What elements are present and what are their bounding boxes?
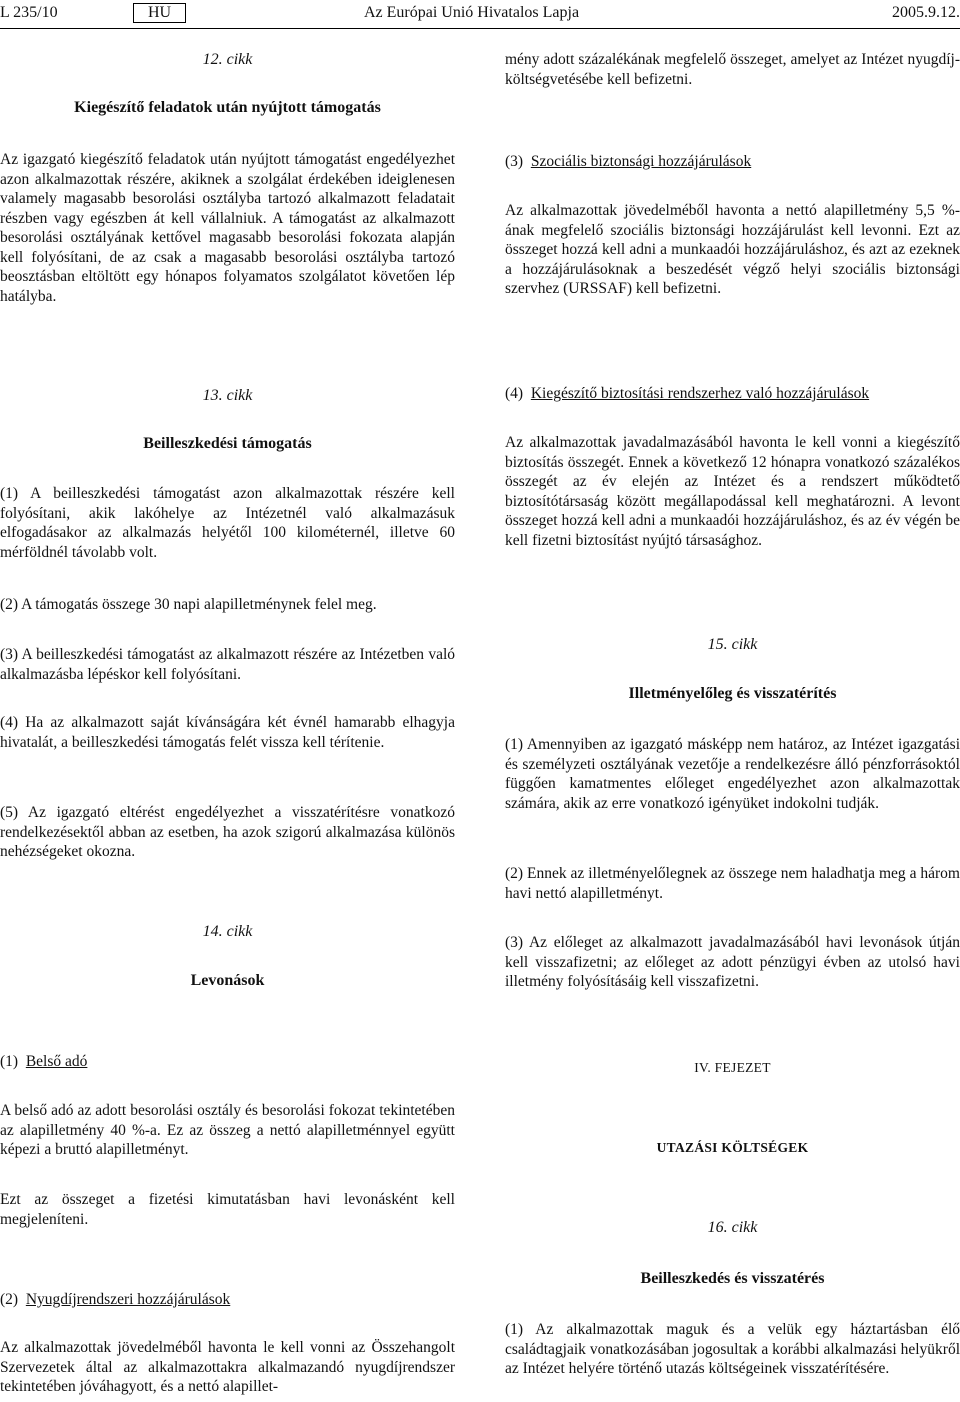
section-2-heading	[0, 1290, 455, 1310]
section-1-number: (1)	[0, 1053, 19, 1070]
section-1-body-2	[0, 1190, 455, 1229]
article-14-title-wrap	[0, 971, 455, 991]
article-16-title-wrap	[505, 1269, 960, 1289]
article-14-title: Levonások	[190, 972, 265, 989]
continuation-paragraph: mény adott százalékának megfelelő összeget, amelyet az Intézet nyugdíj-költségvetésébe kell befizetni.	[505, 51, 960, 88]
journal-title: Az Európai Unió Hivatalos Lapja	[364, 4, 580, 21]
article-15-p2-wrap	[505, 864, 960, 903]
chapter-title-wrap	[505, 1138, 960, 1158]
section-4-title: Kiegészítő biztosítási rendszerhez való hozzájárulások	[530, 385, 870, 402]
article-13-body	[0, 484, 455, 562]
section-1-paragraph-2: Ezt az összeget a fizetési kimutatásban havi levonásként kell megjeleníteni.	[0, 1191, 455, 1228]
section-4-paragraph: Az alkalmazottak javadalmazásából havonta le kell vonni a kiegészítő biztosítás összegét. Ennek a következő 12 hónapra vonatkozó százalékos összegét az év elején az Intézet és a rendszert működtető biztosítótársaság között megállapodással kell meghatározni. A levont összeget hozzá kell adni a munkaadói hozzájáruláshoz, és az év végén be kell fizetni biztosítást nyújtó társasághoz.	[505, 434, 960, 549]
article-12-paragraph: Az igazgató kiegészítő feladatok után nyújtott támogatást engedélyezhet azon alkalmazottak részére, akiknek a szolgálat érdekében ideiglenesen valamely magasabb besorolási osztályba tartozó alkalmazott feladatait részben vagy egészben át kell vállalniuk. A támogatást az alkalmazott besorolási osztályának kettővel magasabb besorolási fokozata alapján kell folyósítani, de az csak a magasabb besorolási osztályba tartozó beosztásban eltöltött egy hónapos folyamatos szolgálatot követően lép hatályba.	[0, 151, 455, 305]
section-3-title: Szociális biztonsági hozzájárulások	[530, 153, 752, 170]
section-3-body	[505, 201, 960, 299]
section-4-number: (4)	[505, 385, 524, 402]
article-12-number: 12. cikk	[202, 51, 253, 68]
article-13-paragraph-2: (2) A támogatás összege 30 napi alapilletménynek felel meg.	[0, 596, 377, 613]
section-1-title: Belső adó	[25, 1053, 88, 1070]
article-16-title: Beilleszkedés és visszatérés	[640, 1270, 825, 1287]
article-13-paragraph-3: (3) A beilleszkedési támogatást az alkalmazott részére az Intézetben való alkalmazásba lépéskor kell folyósítani.	[0, 646, 455, 683]
section-3-heading	[505, 152, 960, 172]
article-13-number: 13. cikk	[202, 387, 253, 404]
section-4-body	[505, 433, 960, 550]
section-3-number: (3)	[505, 153, 524, 170]
article-13-paragraph-5: (5) Az igazgató eltérést engedélyezhet a visszatérítésre vonatkozó rendelkezésektől abban az esetben, ha azok szigorú alkalmazása különös nehézségeket okozna.	[0, 804, 455, 860]
language-badge: HU	[133, 3, 186, 23]
article-13-paragraph-4: (4) Ha az alkalmazott saját kívánságára két évnél hamarabb elhagyja hivatalát, a beilleszkedési támogatás felét vissza kell térítenie.	[0, 714, 455, 751]
page-reference: L 235/10	[0, 4, 58, 21]
section-1-heading	[0, 1052, 455, 1072]
article-13-title: Beilleszkedési támogatás	[143, 435, 312, 452]
article-13-number-wrap	[0, 386, 455, 406]
article-15-paragraph-1: (1) Amennyiben az igazgató másképp nem határoz, az Intézet igazgatási és személyzeti osztályának vezetője a rendelkezésre álló pénzforrásoktól függően kamatmentes előleget engedélyezhet azon alkalmazottak számára, akik az erre vonatkozó igényüket indokolni tudják.	[505, 736, 960, 812]
article-13-p3-wrap	[0, 645, 455, 684]
article-16-body	[505, 1320, 960, 1379]
chapter-title: UTAZÁSI KÖLTSÉGEK	[656, 1140, 809, 1155]
article-13-p4-wrap	[0, 713, 455, 752]
section-1-body	[0, 1101, 455, 1160]
article-12-body	[0, 150, 455, 306]
article-14-number: 14. cikk	[202, 923, 253, 940]
article-14-number-wrap	[0, 922, 455, 942]
page-header	[0, 0, 960, 29]
article-16-number-wrap	[505, 1218, 960, 1238]
article-15-title: Illetményelőleg és visszatérítés	[628, 685, 837, 702]
article-12-title-wrap	[0, 98, 455, 118]
continuation-wrap	[505, 50, 960, 89]
section-4-heading	[505, 384, 960, 404]
article-12-number-wrap	[0, 50, 455, 70]
chapter-label: IV. FEJEZET	[694, 1060, 771, 1075]
article-15-title-wrap	[505, 684, 960, 704]
article-15-number: 15. cikk	[707, 636, 758, 653]
section-2-body	[0, 1338, 455, 1397]
article-16-paragraph-1: (1) Az alkalmazottak maguk és a velük egy háztartásban élő családtagjaik vonatkozásában jogosultak a korábbi alkalmazási helyükről az Intézet helyére történő utazás költségeinek visszatérítésére.	[505, 1321, 960, 1377]
article-12-title: Kiegészítő feladatok után nyújtott támogatás	[74, 99, 381, 116]
article-16-number: 16. cikk	[707, 1219, 758, 1236]
publication-date: 2005.9.12.	[892, 4, 960, 21]
section-1-paragraph-1: A belső adó az adott besorolási osztály és besorolási fokozat tekintetében az alapilletmény 40 %-a. Ez az összeg a nettó alapilletménnyel együtt képezi a bruttó alapilletményt.	[0, 1102, 455, 1158]
article-15-body	[505, 735, 960, 813]
article-13-title-wrap	[0, 434, 455, 454]
article-13-p5-wrap	[0, 803, 455, 862]
article-15-p3-wrap	[505, 933, 960, 992]
article-13-paragraph-1: (1) A beilleszkedési támogatást azon alkalmazottak részére kell folyósítani, akik lakóhelye az Intézetnél való alkalmazásuk elfogadásakor az alkalmazás helyétől 100 kilométernél, illetve 60 mérföldnél távolabb volt.	[0, 485, 455, 561]
article-13-p2-wrap	[0, 595, 455, 615]
article-15-number-wrap	[505, 635, 960, 655]
section-2-paragraph: Az alkalmazottak jövedelméből havonta le kell vonni az Összehangolt Szervezetek által az alkalmazottakra alkalmazandó nyugdíjrendszer tekintetében jóváhagyott, és a nettó alapillet-	[0, 1339, 455, 1395]
article-15-paragraph-3: (3) Az előleget az alkalmazott javadalmazásából havi levonások útján kell visszafizetni; az előleget az adott pénzügyi évben az utolsó havi illetmény folyósításáig kell visszafizetni.	[505, 934, 960, 990]
article-15-paragraph-2: (2) Ennek az illetményelőlegnek az összege nem haladhatja meg a három havi nettó alapilletményt.	[505, 865, 960, 902]
chapter-label-wrap	[505, 1058, 960, 1078]
section-2-title: Nyugdíjrendszeri hozzájárulások	[25, 1291, 231, 1308]
section-3-paragraph: Az alkalmazottak jövedelméből havonta a nettó alapilletmény 5,5 %-ának megfelelő szociális biztonsági hozzájárulást kell levonni. Ezt az összeget hozzá kell adni a munkaadói hozzájáruláshoz, és azt az ezeknek a hozzájárulásoknak a beszedését végző helyi szociális biztonsági szervhez (URSSAF) kell befizetni.	[505, 202, 960, 297]
section-2-number: (2)	[0, 1291, 19, 1308]
